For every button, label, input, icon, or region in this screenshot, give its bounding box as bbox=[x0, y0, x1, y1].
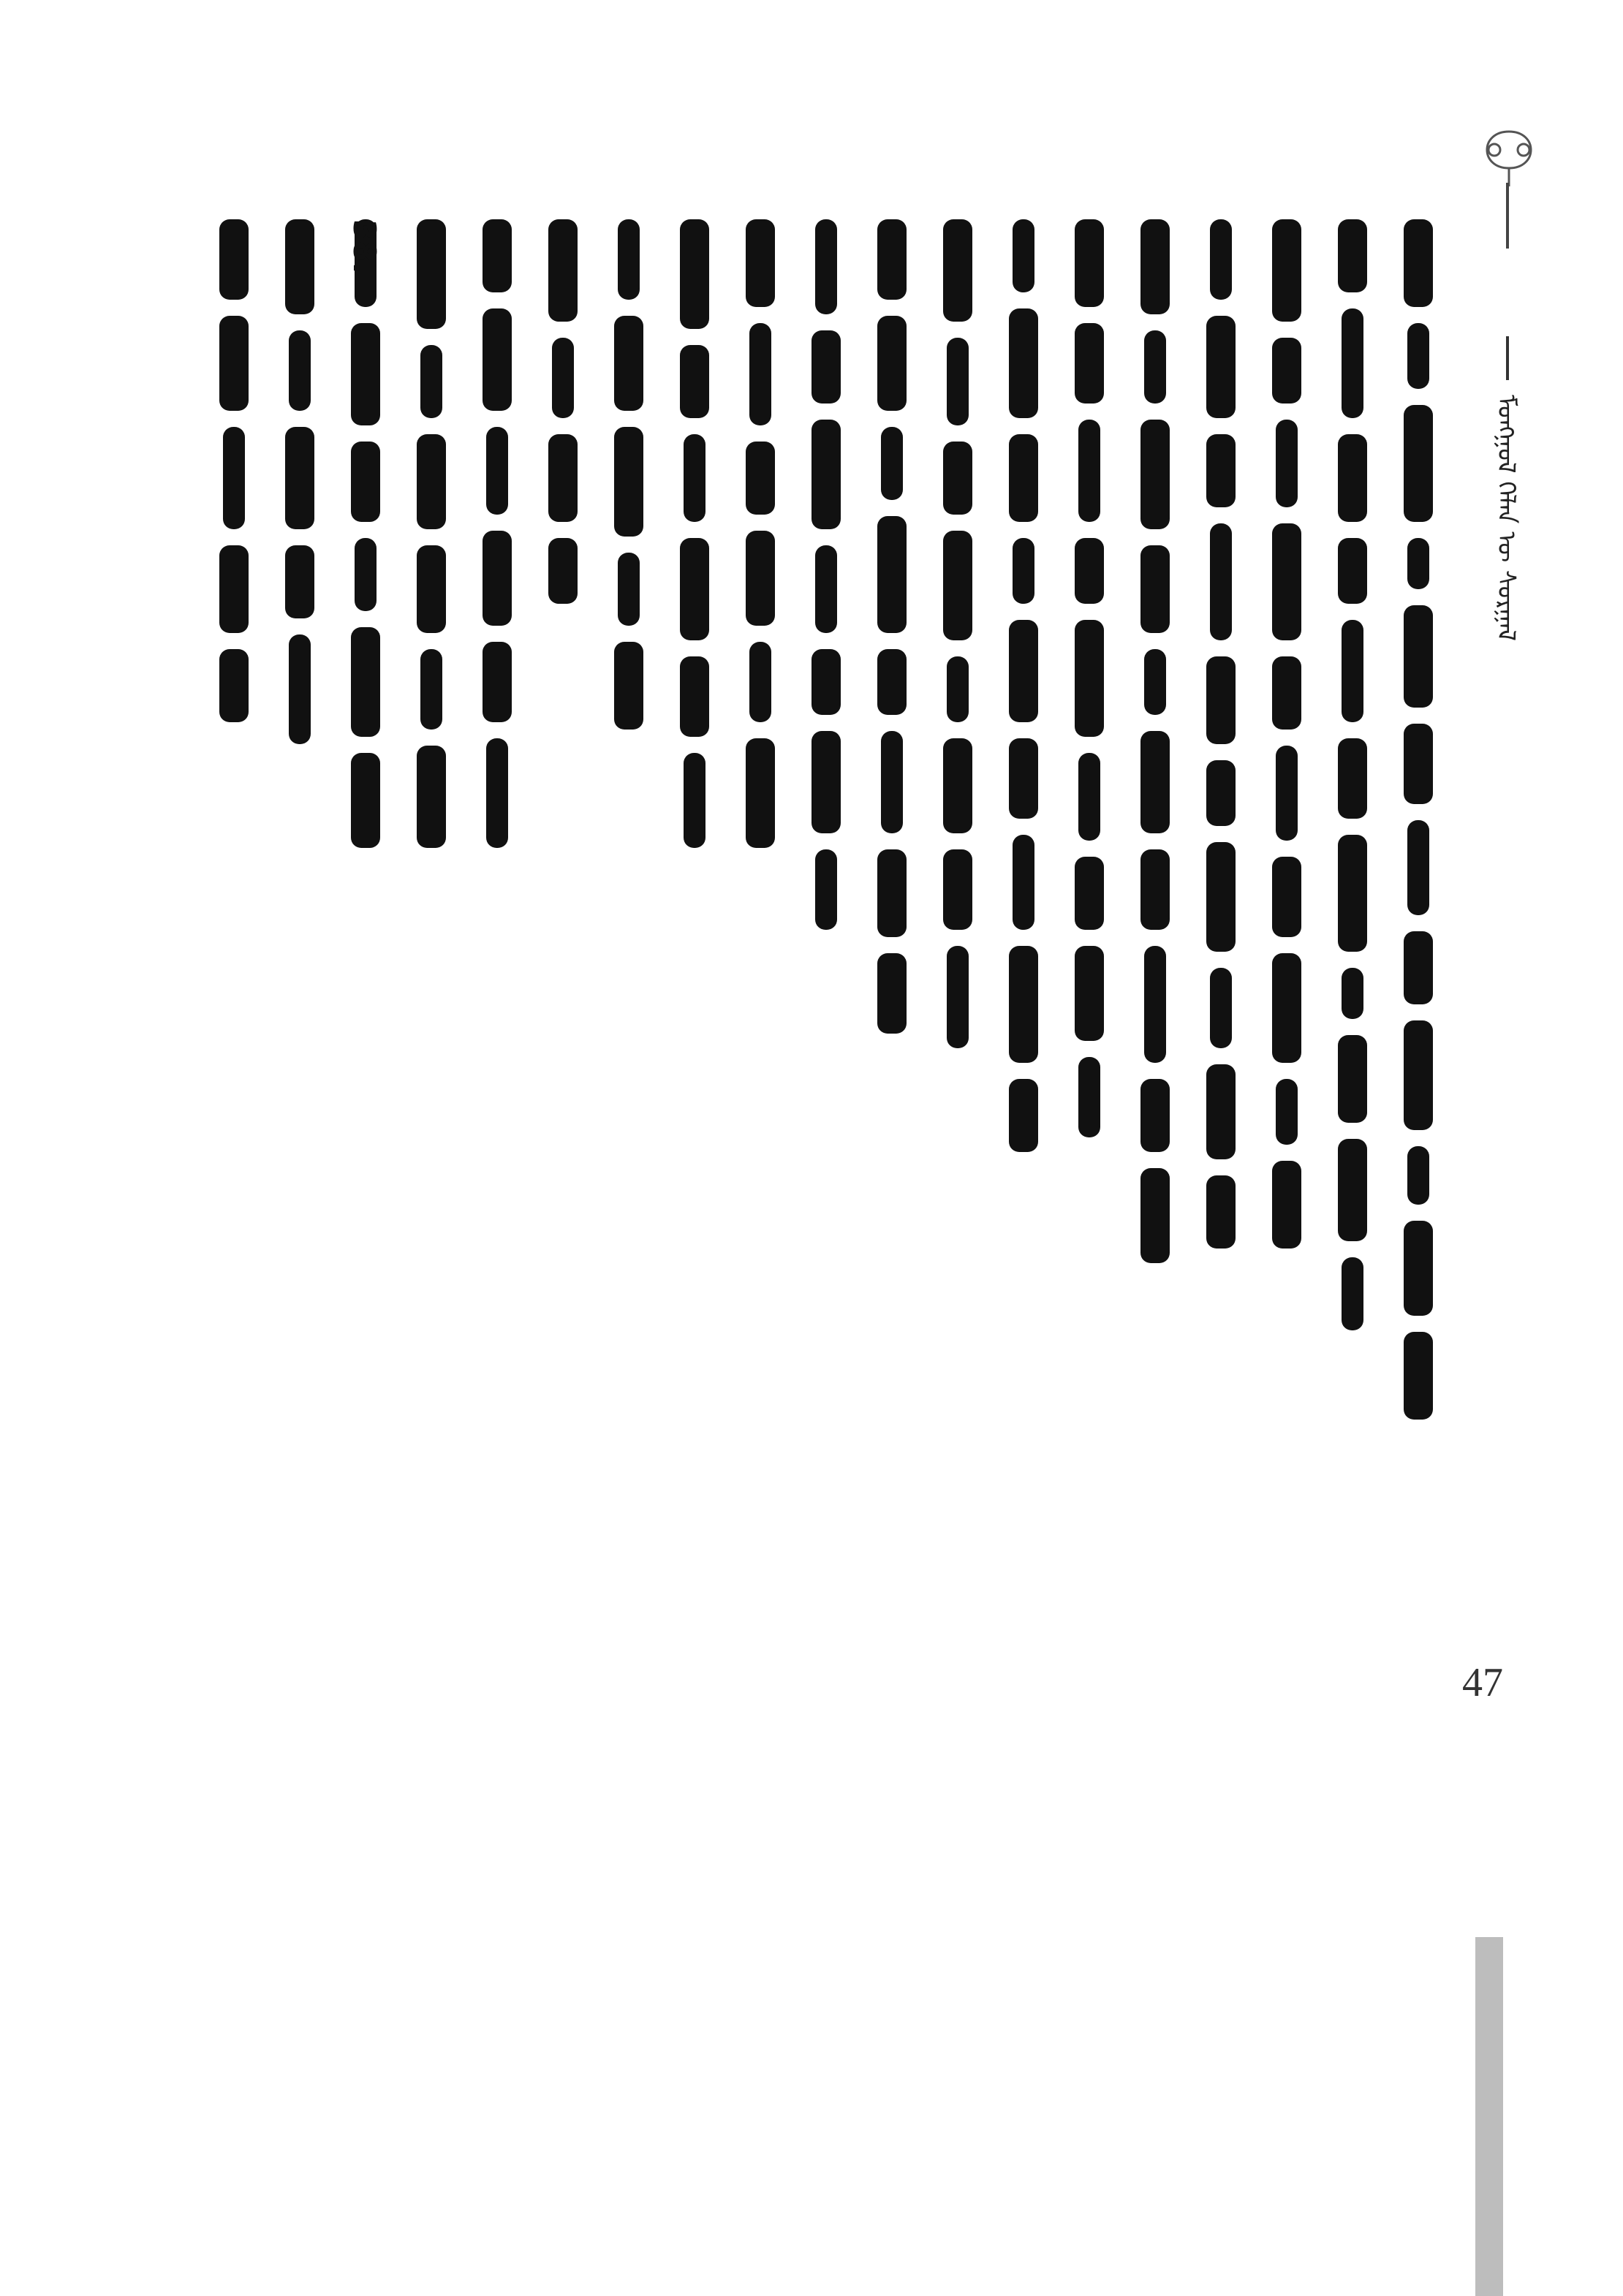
text-column-19 bbox=[219, 219, 249, 1974]
edge-tab bbox=[1475, 1937, 1503, 2296]
text-column-16 bbox=[417, 219, 446, 1974]
text-column-12 bbox=[680, 219, 709, 1974]
text-column-1 bbox=[1404, 219, 1433, 1974]
header-rule bbox=[1506, 183, 1509, 249]
running-head: ᠮᠣᠩᠭᠣᠯ ᠬᠡᠯᠡᠨ ᠦ ᠰᠤᠷᠭᠠᠯ bbox=[1491, 395, 1521, 641]
text-column-3 bbox=[1272, 219, 1301, 1974]
text-column-13 bbox=[614, 219, 643, 1974]
text-column-8 bbox=[943, 219, 972, 1974]
text-column-9 bbox=[877, 219, 907, 1974]
text-column-4 bbox=[1206, 219, 1236, 1974]
text-column-2 bbox=[1338, 219, 1367, 1974]
page-number: 47 bbox=[1462, 1660, 1503, 1705]
text-column-18 bbox=[285, 219, 314, 1974]
text-column-14 bbox=[548, 219, 578, 1974]
text-column-15 bbox=[483, 219, 512, 1974]
question-number: 38. bbox=[347, 219, 382, 274]
header-ornament bbox=[1465, 124, 1553, 190]
header-dash bbox=[1506, 336, 1509, 380]
text-column-17 bbox=[351, 219, 380, 1974]
text-column-6 bbox=[1075, 219, 1104, 1974]
scroll-ornament-icon bbox=[1465, 124, 1553, 190]
text-column-11 bbox=[746, 219, 775, 1974]
text-column-5 bbox=[1140, 219, 1170, 1974]
text-column-7 bbox=[1009, 219, 1038, 1974]
text-column-10 bbox=[812, 219, 841, 1974]
